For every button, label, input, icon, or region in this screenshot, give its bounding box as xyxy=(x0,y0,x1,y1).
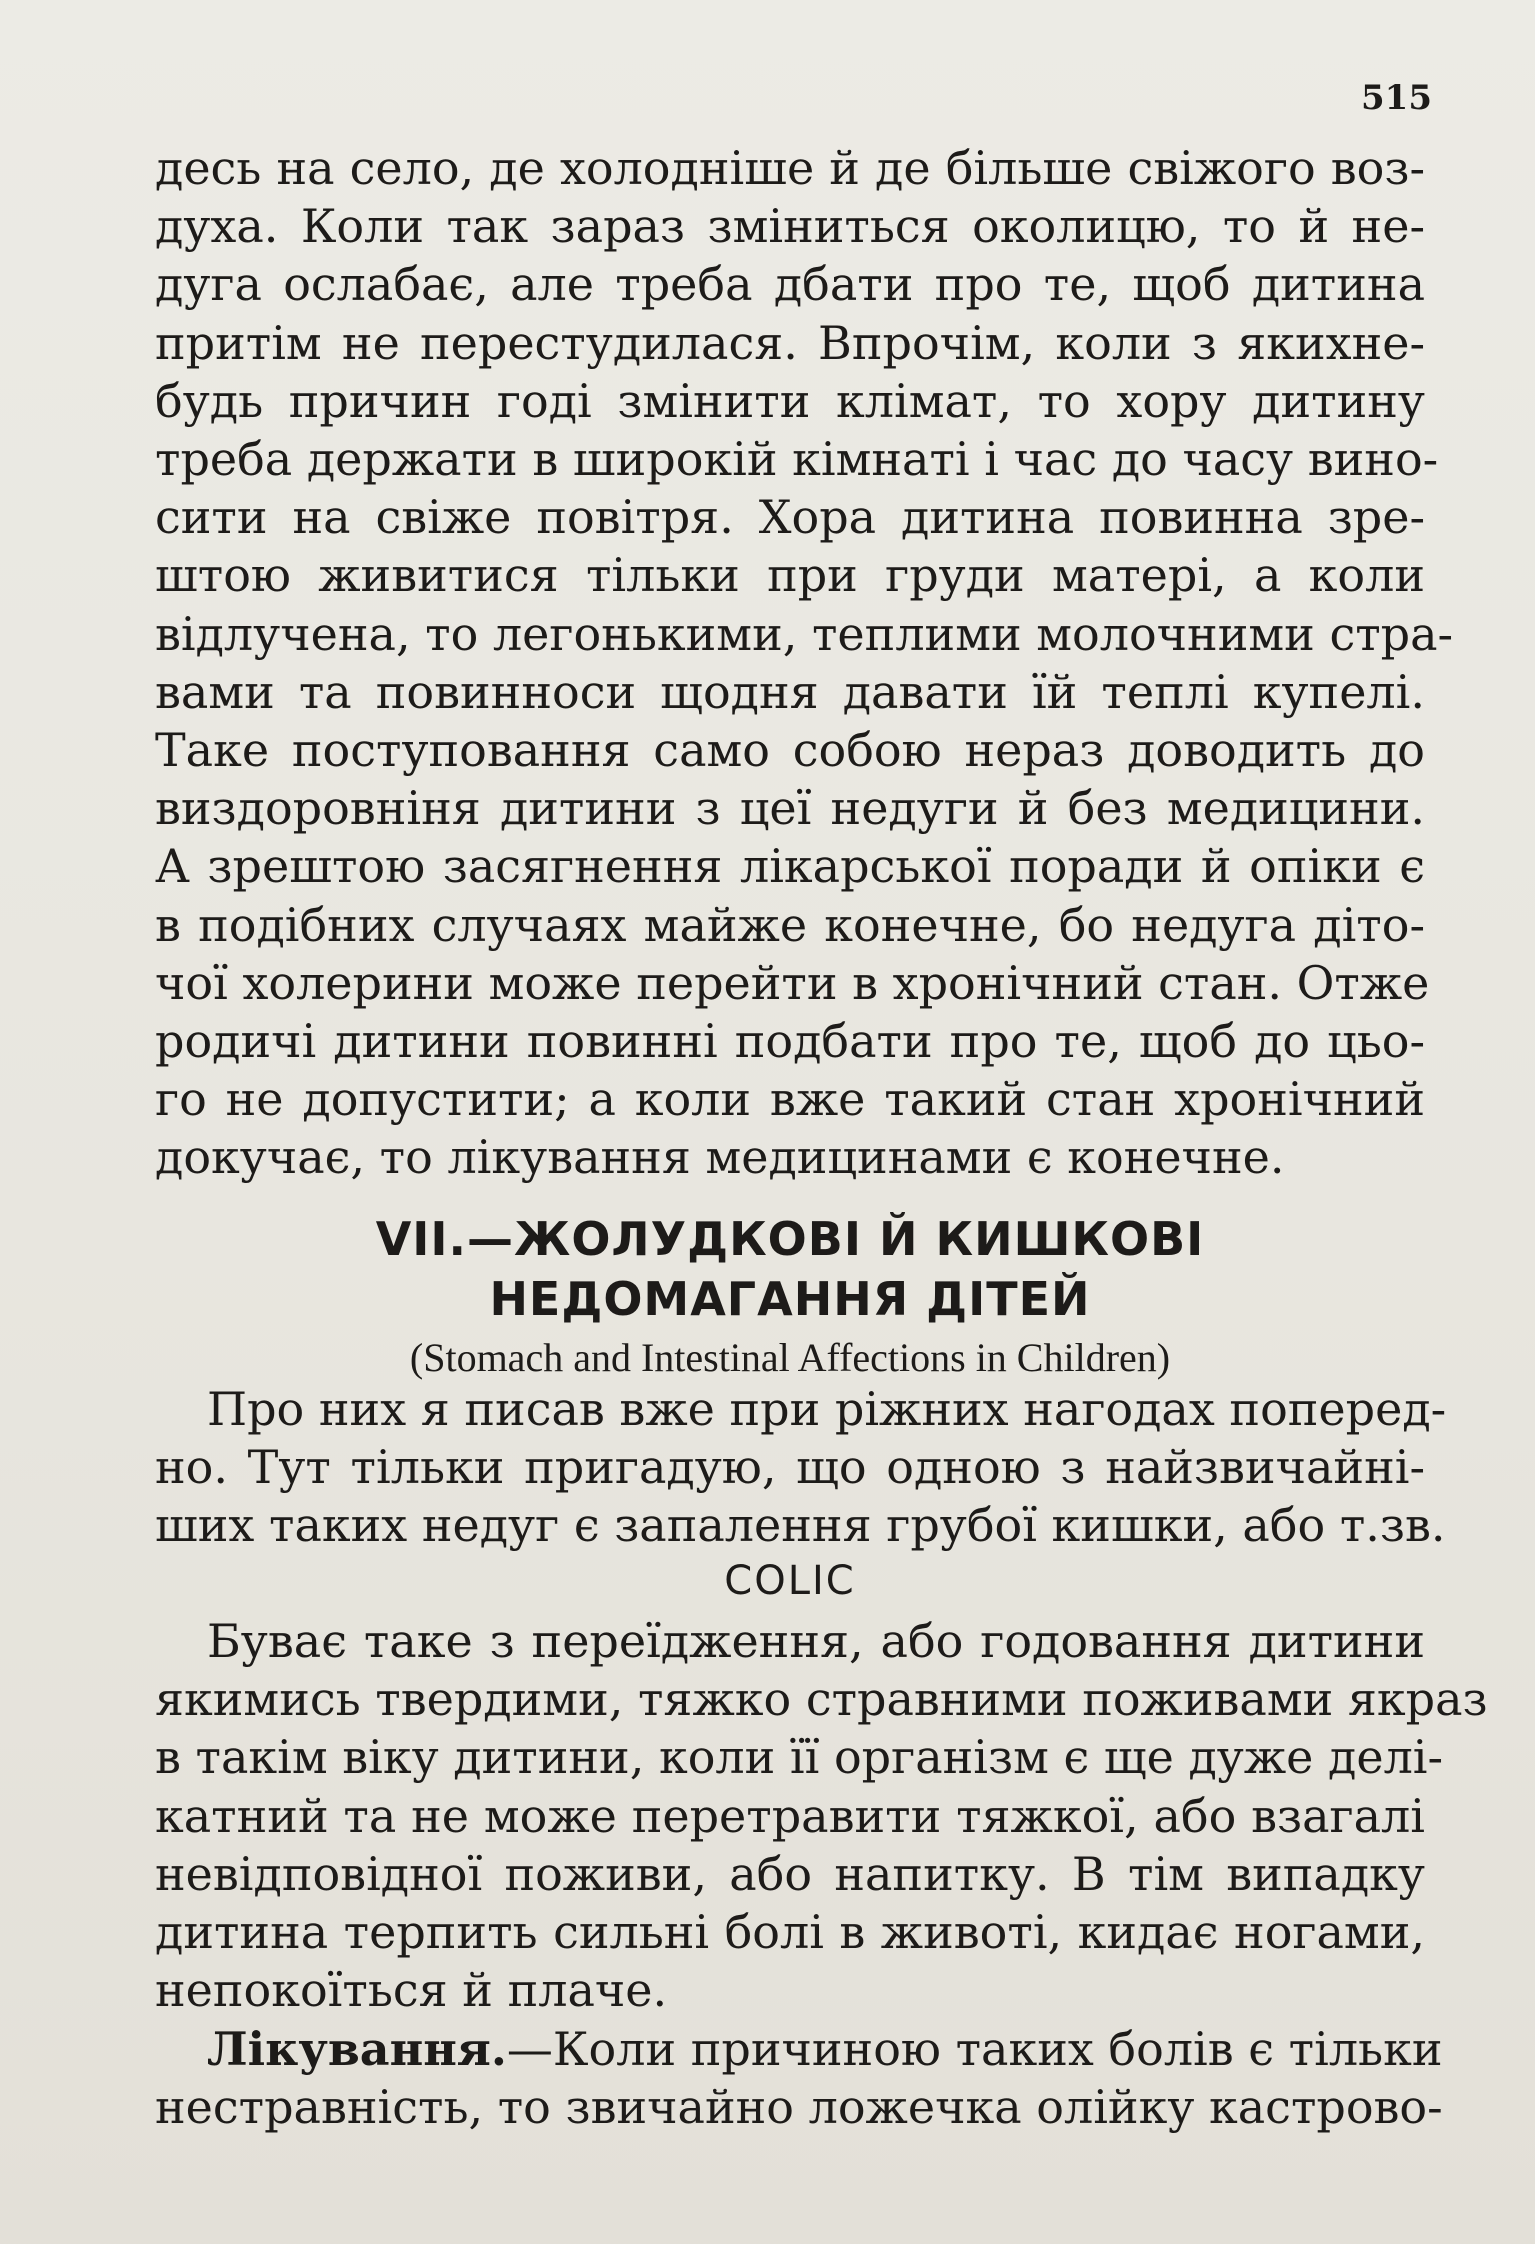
text-line: притім не перестудилася. Впрочім, коли з якихне- xyxy=(155,315,1425,370)
text-line: дитина терпить сильні болі в животі, кидає ногами, xyxy=(155,1905,1425,1960)
text-line: штою живитися тільки при груди матері, а коли xyxy=(155,548,1425,603)
page-number: 515 xyxy=(1361,78,1432,118)
text-line: А зрештою засягнення лікарської поради й опіки є xyxy=(155,839,1425,894)
text-line: якимись твердими, тяжко стравними поживами якраз xyxy=(155,1672,1488,1727)
text-line: десь на село, де холодніше й де більше свіжого воз- xyxy=(155,141,1425,195)
text-line: дуга ослабає, але треба дбати про те, щоб дитина xyxy=(155,257,1425,312)
section-heading-line-1: VII.—ЖОЛУДКОВІ Й КИШКОВІ xyxy=(375,1212,1205,1266)
section-subheading: (Stomach and Intestinal Affections in Children) xyxy=(409,1335,1171,1380)
paragraph-treatment xyxy=(155,2020,1443,2136)
text-line: катний та не може перетравити тяжкої, або взагалі xyxy=(155,1788,1425,1843)
text-line: нестравність, то звичайно ложечка олійку кастрово- xyxy=(155,2080,1443,2135)
text-line: Буває таке з переїдження, або годовання дитини xyxy=(207,1614,1425,1668)
text-line: в подібних случаях майже конечне, бо недуга діто- xyxy=(155,897,1425,952)
paragraph-intro xyxy=(155,1380,1447,1555)
text-line: родичі дитини повинні подбати про те, щоб до цьо- xyxy=(155,1014,1425,1069)
text-line: Таке поступовання само собою нераз доводить до xyxy=(155,723,1425,778)
text-line: Про них я писав вже при ріжних нагодах поперед- xyxy=(207,1382,1447,1436)
text-line: докучає, то лікування медицинами є конечне. xyxy=(155,1130,1285,1185)
colic-heading: COLIC xyxy=(724,1558,856,1604)
text-line: го не допустити; а коли вже такий стан хронічний xyxy=(155,1072,1425,1127)
text-line: сити на свіже повітря. Хора дитина повинна зре- xyxy=(155,490,1425,545)
text-line: но. Тут тільки пригадую, що одною з найзвичайні- xyxy=(155,1440,1425,1495)
treatment-label: Лікування. xyxy=(207,2022,507,2076)
text-line: відлучена, то легонькими, теплими молочними стра- xyxy=(155,606,1454,661)
text-line: виздоровніня дитини з цеї недуги й без медицини. xyxy=(155,781,1425,836)
treatment-text: —Коли причиною таких болів є тільки xyxy=(506,2022,1443,2076)
paragraph-colic xyxy=(155,1612,1488,2019)
text-line: чої холерини може перейти в хронічний стан. Отже xyxy=(155,955,1430,1010)
text-line xyxy=(155,2020,1443,2078)
text-line: духа. Коли так зараз зміниться околицю, то й не- xyxy=(155,199,1425,254)
text-line: будь причин годі змінити клімат, то хору дитину xyxy=(155,373,1425,428)
text-line: ших таких недуг є запалення грубої кишки, або т.зв. xyxy=(155,1498,1446,1553)
text-line: вами та повинноси щодня давати їй теплі купелі. xyxy=(155,664,1425,719)
paragraph-top xyxy=(155,139,1454,1187)
text-line: невідповідної поживи, або напитку. В тім випадку xyxy=(155,1846,1425,1901)
section-heading-line-2: НЕДОМАГАННЯ ДІТЕЙ xyxy=(489,1272,1091,1326)
text-line: треба держати в широкій кімнаті і час до часу вино- xyxy=(155,432,1439,487)
text-line: в такім віку дитини, коли її організм є ще дуже делі- xyxy=(155,1730,1444,1785)
text-line: непокоїться й плаче. xyxy=(155,1963,668,2018)
